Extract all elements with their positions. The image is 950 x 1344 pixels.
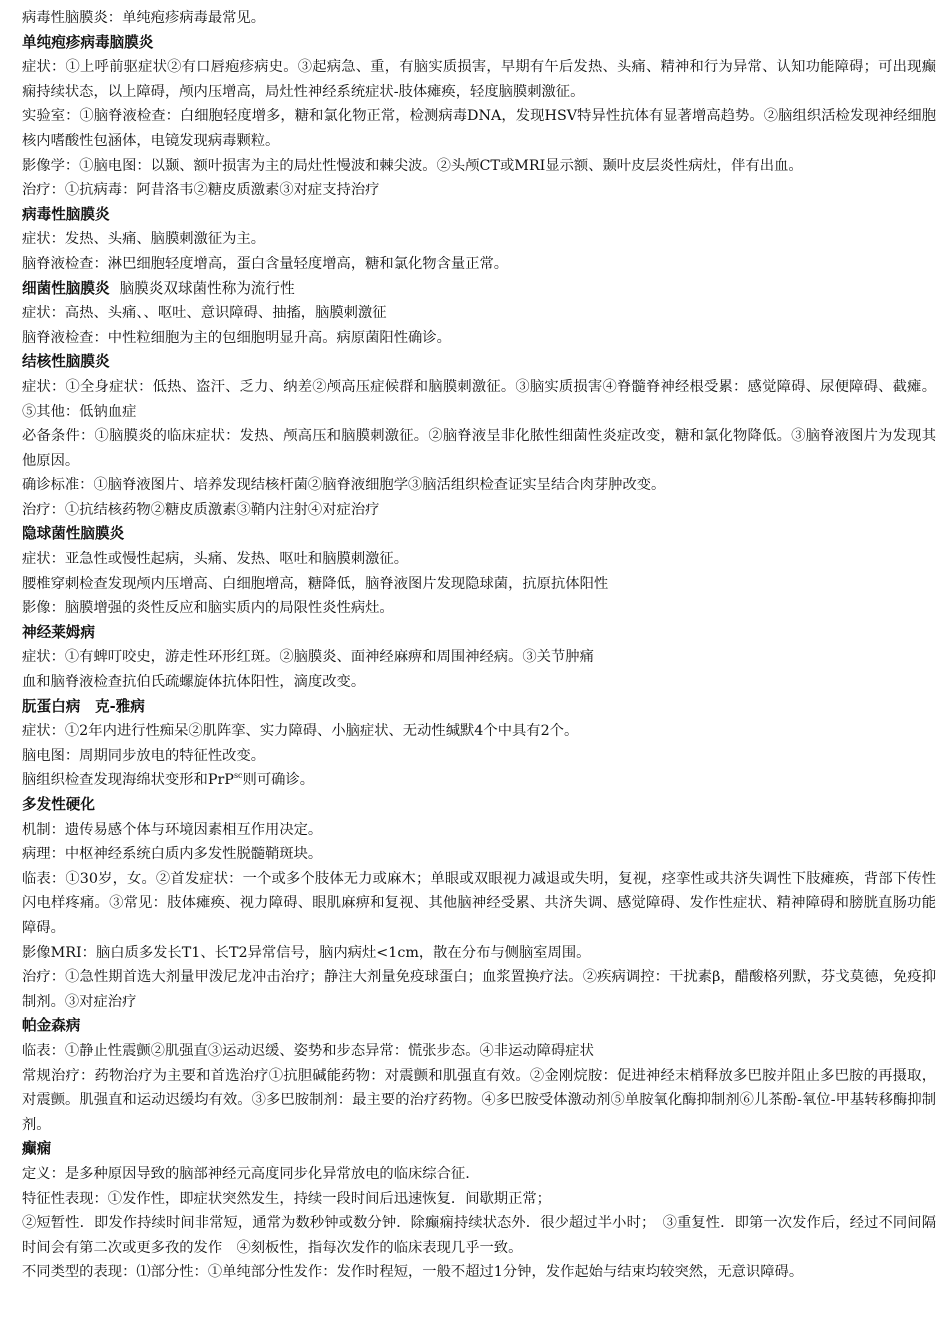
section-heading (22, 350, 936, 375)
paragraph: 临表：①静止性震颤②肌强直③运动迟缓、姿势和步态异常：慌张步态。④非运动障碍症状 (22, 1042, 594, 1059)
paragraph: 影像：脑膜增强的炎性反应和脑实质内的局限性炎性病灶。 (22, 600, 394, 617)
section-heading-text: 朊蛋白病 克-雅病 (22, 697, 145, 715)
paragraph: 影像MRI：脑白质多发长T1、长T2异常信号，脑内病灶<1cm，散在分布与侧脑室周围。 (22, 944, 591, 961)
section-heading-text: 神经莱姆病 (22, 623, 95, 641)
paragraph: 治疗：①抗结核药物②糖皮质激素③鞘内注射④对症治疗 (22, 501, 380, 518)
paragraph: 实验室：①脑脊液检查：白细胞轻度增多，糖和氯化物正常，检测病毒DNA，发现HSV特异性抗体有显著增高趋势。②脑组织活检发现神经细胞核内嗜酸性包涵体，电镜发现病毒颗粒。 (22, 108, 936, 149)
paragraph: 定义：是多种原因导致的脑部神经元高度同步化异常放电的临床综合征. (22, 1165, 470, 1182)
section-heading-text: 结核性脑膜炎 (22, 353, 110, 371)
paragraph: 病理：中枢神经系统白质内多发性脱髓鞘斑块。 (22, 846, 323, 863)
paragraph: 症状：①全身症状：低热、盗汗、乏力、纳差②颅高压症候群和脑膜刺激征。③脑实质损害④脊髓脊神经根受累：感觉障碍、尿便障碍、截瘫。⑤其他：低钠血症 (22, 378, 936, 420)
paragraph: 腰椎穿刺检查发现颅内压增高、白细胞增高，糖降低，脑脊液图片发现隐球菌，抗原抗体阳性 (22, 575, 609, 592)
section-heading (22, 522, 936, 547)
section-heading (22, 31, 936, 56)
paragraph: ②短暂性．即发作持续时间非常短，通常为数秒钟或数分钟．除癫痫持续状态外．很少超过半小时； ③重复性．即第一次发作后，经过不同间隔时间会有第二次或更多孜的发作 ④刻板性，指每次发作的临床表现几乎一致。 (22, 1215, 936, 1256)
section-heading-text: 帕金森病 (22, 1017, 81, 1035)
paragraph: 治疗：①急性期首选大剂量甲泼尼龙冲击治疗；静注大剂量免疫球蛋白；血浆置换疗法。②疾病调控：干扰素β，醋酸格列默，芬戈莫德，免疫抑制剂。③对症治疗 (22, 969, 936, 1010)
section-heading (22, 695, 936, 720)
paragraph: 临表：①30岁，女。②首发症状：一个或多个肢体无力或麻木；单眼或双眼视力减退或失明，复视，痉挛性或共济失调性下肢瘫痪，背部下传性闪电样疼痛。③常见：肢体瘫痪、视力障碍、眼肌麻痹和复视、其他脑神经受累、共济失调、感觉障碍、发作性症状、精神障碍和膀胱直肠功能障碍。 (22, 870, 936, 936)
section-heading-note: 脑膜炎双球菌性称为流行性 (119, 279, 295, 297)
section-heading (22, 1137, 936, 1162)
paragraph: 症状：①有蜱叮咬史，游走性环形红斑。②脑膜炎、面神经麻痹和周围神经病。③关节肿痛 (22, 649, 594, 666)
paragraph: 症状：亚急性或慢性起病，头痛、发热、呕吐和脑膜刺激征。 (22, 551, 409, 568)
paragraph: 影像学：①脑电图：以颞、额叶损害为主的局灶性慢波和棘尖波。②头颅CT或MRI显示额、颞叶皮层炎性病灶，伴有出血。 (22, 157, 803, 174)
paragraph: 脑脊液检查：淋巴细胞轻度增高，蛋白含量轻度增高，糖和氯化物含量正常。 (22, 255, 509, 272)
paragraph: 机制：遗传易感个体与环境因素相互作用决定。 (22, 821, 323, 838)
section-heading (22, 277, 936, 302)
section-heading-text: 病毒性脑膜炎 (22, 205, 110, 223)
paragraph: 病毒性脑膜炎：单纯疱疹病毒最常见。 (22, 10, 266, 26)
section-heading-text: 隐球菌性脑膜炎 (22, 525, 125, 543)
paragraph: 脑组织检查发现海绵状变形和PrP$^{sc}$则可确诊。 (22, 771, 315, 789)
paragraph: 症状：高热、头痛、、呕吐、意识障碍、抽搐，脑膜刺激征 (22, 305, 387, 322)
paragraph: 必备条件：①脑膜炎的临床症状：发热、颅高压和脑膜刺激征。②脑脊液呈非化脓性细菌性炎症改变，糖和氯化物降低。③脑脊液图片为发现其他原因。 (22, 428, 936, 469)
paragraph: 确诊标准：①脑脊液图片、培养发现结核杆菌②脑脊液细胞学③脑活组织检查证实呈结合肉芽肿改变。 (22, 477, 666, 494)
paragraph: 症状：①2年内进行性痴呆②肌阵挛、实力障碍、小脑症状、无动性缄默4个中具有2个。 (22, 723, 579, 740)
paragraph: 常规治疗：药物治疗为主要和首选治疗①抗胆碱能药物：对震颤和肌强直有效。②金刚烷胺：促进神经末梢释放多巴胺并阻止多巴胺的再摄取，对震颤。肌强直和运动迟缓均有效。③多巴胺制剂：最主要的治疗药物。④多巴胺受体激动剂⑤单胺氧化酶抑制剂⑥儿茶酚-氧位-甲基转移酶抑制剂。 (22, 1067, 936, 1133)
paragraph: 治疗：①抗病毒：阿昔洛韦②糖皮质激素③对症支持治疗 (22, 182, 380, 199)
paragraph: 脑电图：周期同步放电的特征性改变。 (22, 747, 266, 764)
paragraph: 症状：①上呼前驱症状②有口唇疱疹病史。③起病急、重，有脑实质损害，早期有午后发热、头痛、精神和行为异常、认知功能障碍；可出现癫痫持续状态，以上障碍，颅内压增高，局灶性神经系统症状-肢体瘫痪，轻度脑膜刺激征。 (22, 59, 936, 100)
paragraph: 血和脑脊液检查抗伯氏疏螺旋体抗体阳性，滴度改变。 (22, 674, 366, 691)
superscript: sc (233, 771, 243, 781)
section-heading (22, 621, 936, 646)
section-heading (22, 1014, 936, 1039)
section-heading-text: 单纯疱疹病毒脑膜炎 (22, 33, 154, 51)
paragraph: 脑脊液检查：中性粒细胞为主的包细胞明显升高。病原菌阳性确诊。 (22, 329, 451, 346)
section-heading-text: 细菌性脑膜炎 (22, 279, 110, 297)
paragraph: 症状：发热、头痛、脑膜刺激征为主。 (22, 231, 266, 248)
section-heading (22, 203, 936, 228)
section-heading-text: 多发性硬化 (22, 796, 95, 813)
section-heading (22, 793, 936, 818)
section-heading-text: 癫痫 (22, 1140, 52, 1158)
paragraph: 不同类型的表现：⑴部分性：①单纯部分性发作：发作时程短，一般不超过1分钟，发作起始与结束均较突然，无意识障碍。 (22, 1264, 804, 1281)
paragraph: 特征性表现：①发作性，即症状突然发生，持续一段时间后迅速恢复．间歇期正常； (22, 1190, 551, 1207)
